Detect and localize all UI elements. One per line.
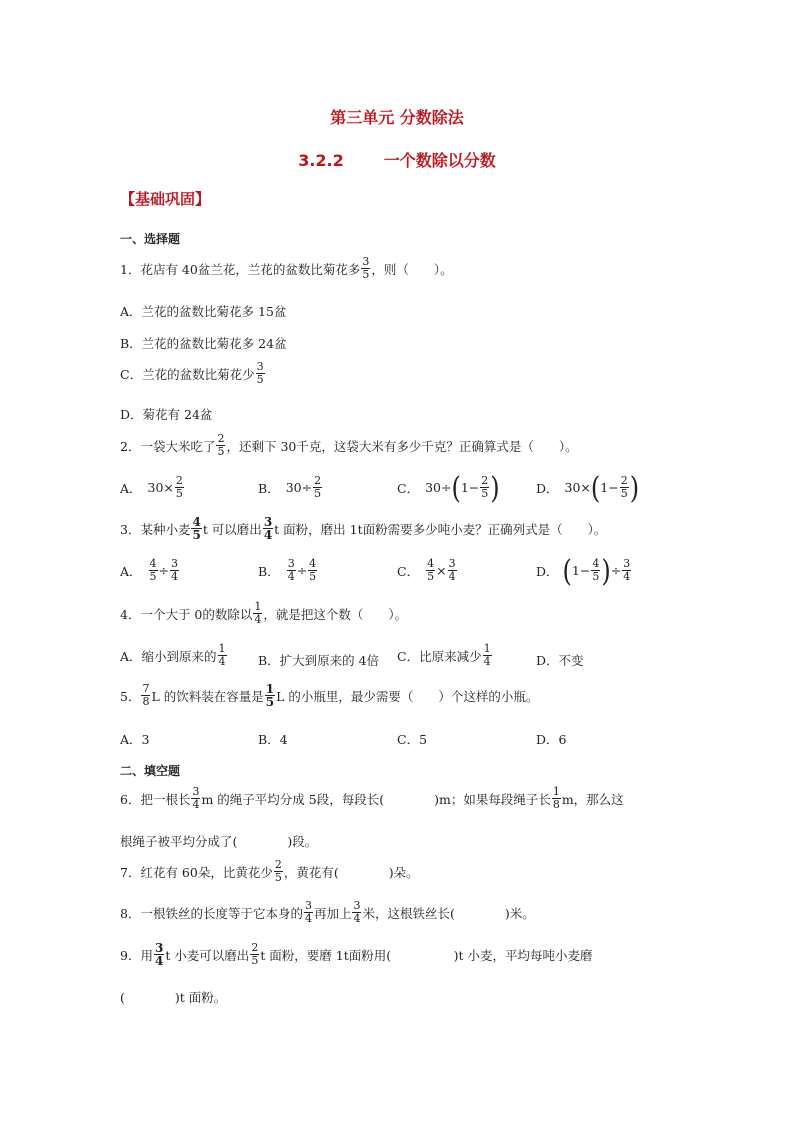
q2-option-c: C． 30÷ ( 1− $\frac{2}{5}$ ) [397,470,500,505]
q1-fraction: $\frac{3}{5}$ [362,255,370,281]
question-4: 4．一个大于 0的数除以 $\frac{1}{4}$ ，就是把这个数（ ）。 [120,600,408,626]
question-9: 9．用 $\frac{3}{4}$ t 小麦可以磨出 $\frac{2}{5}$ t 面粉，要磨 1t面粉用( )t 小麦，平均每吨小麦磨 [120,941,593,968]
question-9-line2: ( )t 面粉。 [120,990,227,1005]
q1-c-fraction: $\frac{3}{5}$ [256,360,264,386]
question-7: 7．红花有 60朵，比黄花少 $\frac{2}{5}$ ，黄花有( )朵。 [120,858,419,884]
q4-option-d: D．不变 [536,653,584,668]
question-3: 3．某种小麦 $\frac{4}{5}$ t 可以磨出 $\frac{3}{4}$ t 面粉，磨出 1t面粉需要多少吨小麦？正确列式是（ ）。 [120,515,607,542]
question-1 [120,256,453,281]
q4-option-c: C．比原来减少 $\frac{1}{4}$ [397,642,491,668]
q1-option-a: A．兰花的盆数比菊花多 15盆 [120,304,287,319]
q5-option-a: A．3 [120,732,150,747]
q2-option-b: B． 30÷ $\frac{2}{5}$ [258,474,322,500]
q5-option-c: C．5 [397,732,428,747]
q1-option-d: D．菊花有 24盆 [120,407,213,422]
q5-option-b: B．4 [258,732,288,747]
q3-option-b: B． $\frac{3}{4}$ ÷ $\frac{4}{5}$ [258,557,317,583]
part2-heading: 二、填空题 [120,764,181,778]
part1-heading: 一、选择题 [120,232,181,246]
q1-text-end: ，则（ ）。 [371,261,453,277]
section-heading: 【基础巩固】 [120,190,211,208]
question-6-line2: 根绳子被平均分成了( )段。 [120,834,318,849]
q2-option-a: A． 30× $\frac{2}{5}$ [120,474,183,500]
lesson-title [0,148,794,171]
q3-option-c: C． $\frac{4}{5}$ × $\frac{3}{4}$ [397,557,456,583]
q5-option-d: D．6 [536,732,567,747]
unit-title: 第三单元 分数除法 [330,108,464,127]
lesson-name: 一个数除以分数 [383,151,496,170]
lesson-number: 3.2.2 [298,151,344,170]
question-8: 8．一根铁丝的长度等于它本身的 $\frac{3}{4}$ 再加上 $\frac{3}{4}$ 米，这根铁丝长( )米。 [120,899,535,925]
q4-option-b: B．扩大到原来的 4倍 [258,653,380,668]
q1-option-c: C．兰花的盆数比菊花少 $\frac{3}{5}$ [120,360,264,386]
question-2: 2．一袋大米吃了 $\frac{2}{5}$ ，还剩下 30千克，这袋大米有多少千克？正确算式是（ ）。 [120,432,578,458]
q2-fraction: $\frac{2}{5}$ [217,432,225,458]
q3-option-d: D． ( 1− $\frac{4}{5}$ ) ÷ $\frac{3}{4}$ [536,553,631,588]
question-6: 6．把一根长 $\frac{3}{4}$ m 的绳子平均分成 5段，每段长( )m；如果每段绳子长 $\frac{1}{8}$ m，那么这 [120,785,624,811]
q4-option-a: A．缩小到原来的 $\frac{1}{4}$ [120,642,226,668]
question-5: 5． $\frac{7}{8}$ L 的饮料装在容量是 $\frac{1}{5}$ L 的小瓶里，最少需要（ ）个这样的小瓶。 [120,682,539,709]
q1-option-b: B．兰花的盆数比菊花多 24盆 [120,336,287,351]
q2-option-d: D． 30× ( 1− $\frac{2}{5}$ ) [536,470,640,505]
q3-option-a: A． $\frac{4}{5}$ ÷ $\frac{3}{4}$ [120,557,179,583]
q1-text: 1．花店有 40盆兰花，兰花的盆数比菊花多 [120,261,361,277]
